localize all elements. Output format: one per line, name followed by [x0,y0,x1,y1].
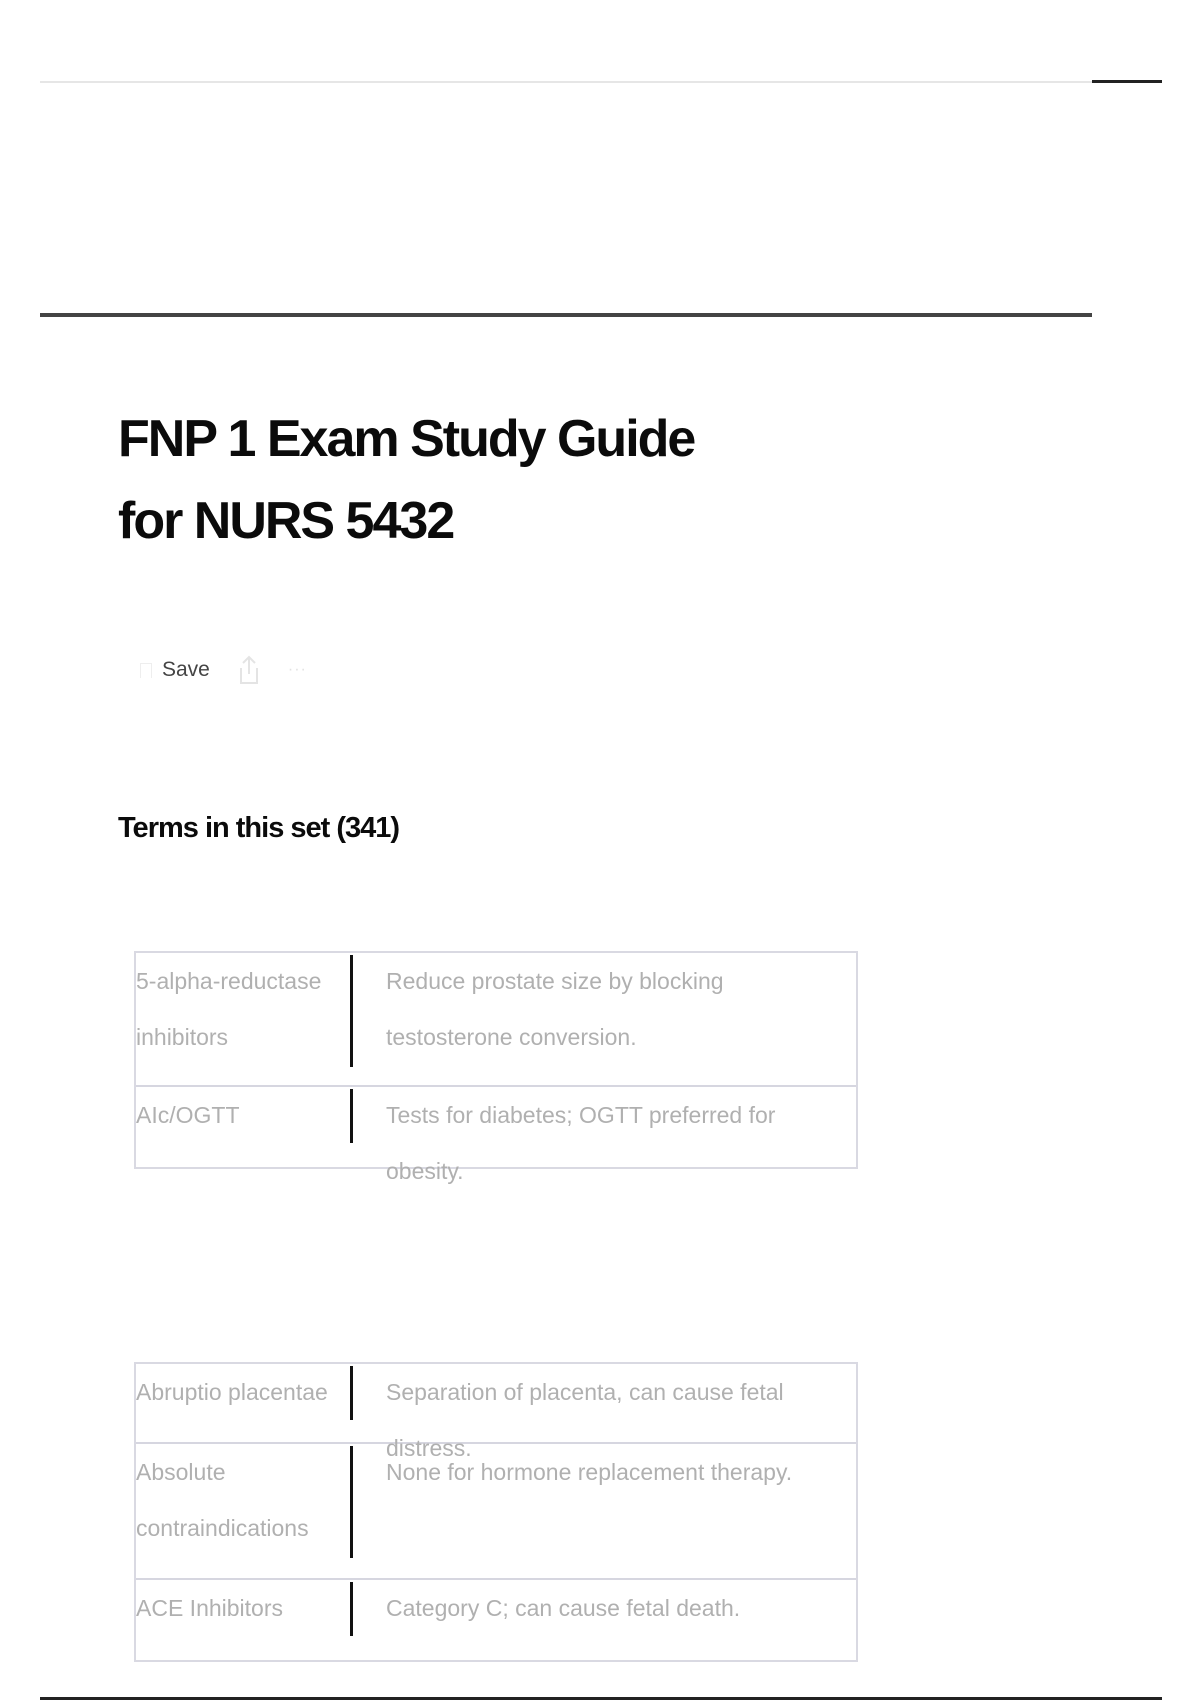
term-divider [350,1582,353,1636]
definition-text: Tests for diabetes; OGTT preferred for obesity. [386,1102,776,1184]
definition-text: Reduce prostate size by blocking testosterone conversion. [386,968,724,1050]
save-label: Save [162,658,210,681]
top-divider-accent [1092,80,1162,83]
terms-list-1 [134,951,858,1184]
definition-text: None for hormone replacement therapy. [386,1459,793,1485]
definition-text: Separation of placenta, can cause fetal distress. [386,1379,784,1461]
terms-heading: Terms in this set (341) [118,812,400,844]
set-actions [140,650,307,690]
term-card[interactable] [136,953,856,1087]
more-options-icon[interactable]: ··· [287,661,307,678]
term-text: AIc/OGTT [136,1102,240,1128]
save-button[interactable] [140,658,210,682]
term-card[interactable] [136,1364,856,1461]
bookmark-icon [140,663,152,678]
term-text: ACE Inhibitors [136,1595,284,1621]
definition-text: Category C; can cause fetal death. [386,1595,741,1621]
terms-list-2 [134,1362,858,1662]
term-divider [350,1366,353,1420]
term-divider [350,1089,353,1143]
term-card[interactable] [136,1444,856,1580]
header-divider [40,313,1092,317]
share-icon[interactable] [238,654,260,686]
term-text: Absolute contraindications [136,1459,309,1541]
term-card[interactable] [136,1087,856,1184]
term-card[interactable] [136,1580,856,1660]
term-divider [350,1446,353,1558]
term-divider [350,955,353,1067]
term-text: 5-alpha-reductase inhibitors [136,968,322,1050]
page-title: FNP 1 Exam Study Guide for NURS 5432 [118,410,695,550]
top-divider [40,81,1092,83]
term-text: Abruptio placentae [136,1379,328,1405]
